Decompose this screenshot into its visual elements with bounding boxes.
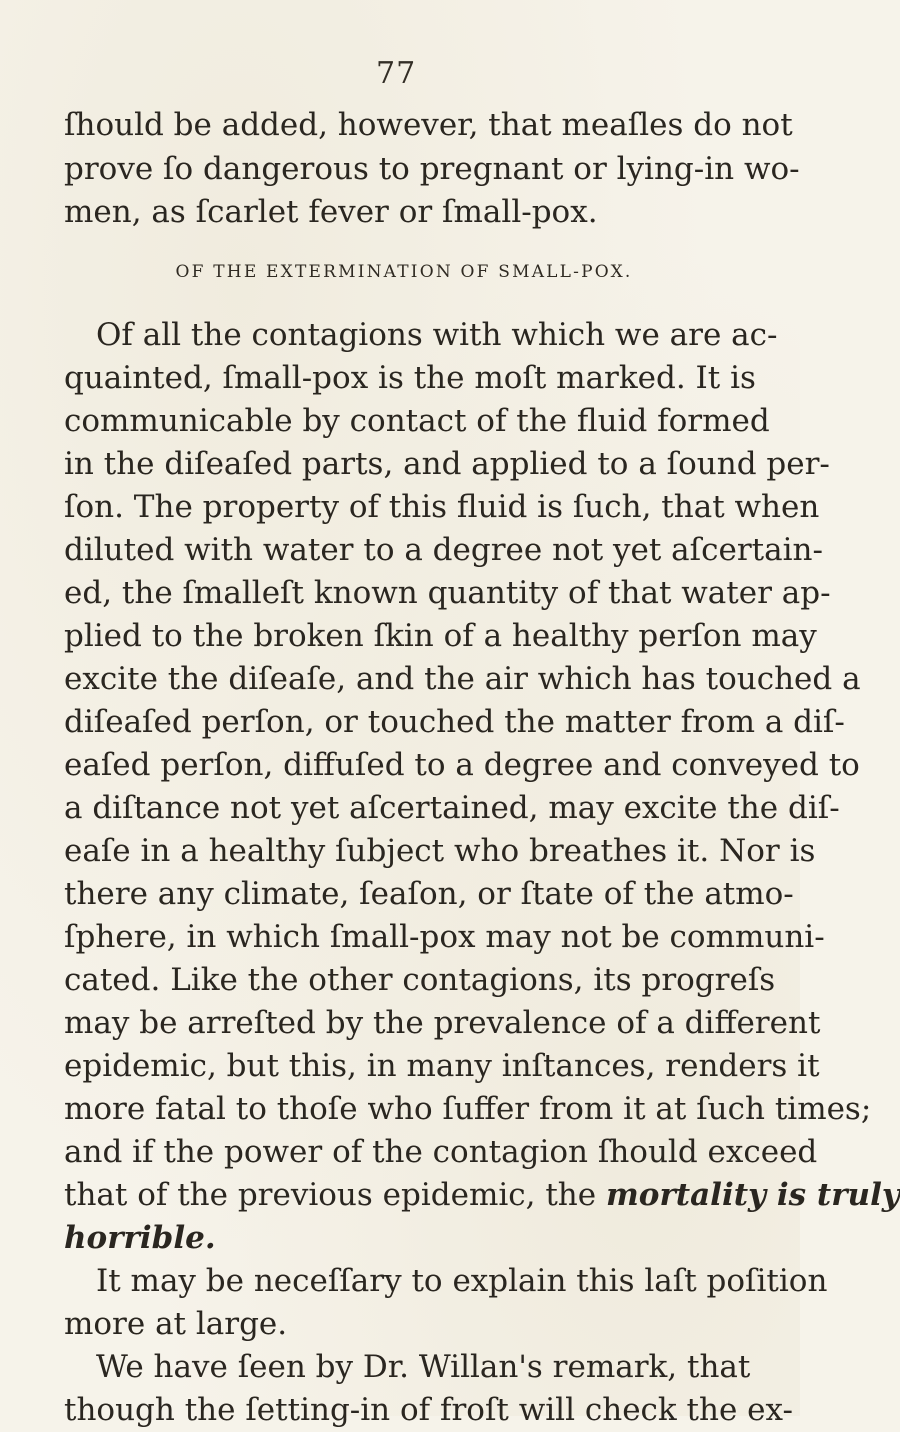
text-line-start: that of the previous epidemic, the bbox=[64, 1177, 597, 1213]
text-line: more at large. bbox=[64, 1306, 288, 1342]
text-line: ſon. The property of this fluid is ſuch, that when bbox=[64, 489, 820, 525]
text-line: men, as ſcarlet fever or ſmall-pox. bbox=[64, 194, 598, 230]
text-line: eaſed perſon, diffuſed to a degree and conveyed to bbox=[64, 747, 860, 783]
text-line-with-emphasis bbox=[64, 1216, 744, 1260]
text-line: Of all the contagions with which we are ac- bbox=[96, 317, 778, 353]
emphasized-text: mortality is truly bbox=[605, 1177, 900, 1213]
text-line: excite the diſeaſe, and the air which has touched a bbox=[64, 661, 861, 697]
text-line: epidemic, but this, in many inſtances, renders it bbox=[64, 1048, 820, 1084]
text-line: may be arreſted by the prevalence of a different bbox=[64, 1005, 821, 1041]
text-line: ſhould be added, however, that meaſles do not bbox=[64, 107, 793, 143]
text-line: We have ſeen by Dr. Willan's remark, that bbox=[96, 1349, 751, 1385]
text-line: there any climate, ſeaſon, or ſtate of the atmo- bbox=[64, 876, 794, 912]
text-line: prove ſo dangerous to pregnant or lying-in wo- bbox=[64, 151, 800, 187]
text-line: diſeaſed perſon, or touched the matter from a diſ- bbox=[64, 704, 845, 740]
text-line: ed, the ſmalleſt known quantity of that water ap- bbox=[64, 575, 831, 611]
text-line: more fatal to thoſe who ſuffer from it at ſuch times; bbox=[64, 1091, 872, 1127]
text-line: in the diſeaſed parts, and applied to a ſound per- bbox=[64, 446, 830, 482]
text-line: ſphere, in which ſmall-pox may not be communi- bbox=[64, 919, 825, 955]
text-line: and if the power of the contagion ſhould exceed bbox=[64, 1134, 818, 1170]
text-line: quainted, ſmall-pox is the moſt marked. It is bbox=[64, 360, 756, 396]
text-line: cated. Like the other contagions, its progreſs bbox=[64, 962, 776, 998]
text-line: though the ſetting-in of froſt will check the ex- bbox=[64, 1392, 793, 1428]
text-line: diluted with water to a degree not yet aſcertain- bbox=[64, 532, 823, 568]
text-line: a diſtance not yet aſcertained, may excite the diſ- bbox=[64, 790, 840, 826]
text-line: It may be neceſſary to explain this laſt poſition bbox=[96, 1263, 828, 1299]
page-number: 77 bbox=[376, 56, 417, 91]
text-line: communicable by contact of the fluid formed bbox=[64, 403, 770, 439]
text-line: eaſe in a healthy ſubject who breathes it. Nor is bbox=[64, 833, 816, 869]
section-heading: OF THE EXTERMINATION OF SMALL-POX. bbox=[175, 262, 633, 282]
emphasized-text: horrible. bbox=[64, 1220, 216, 1256]
text-line: plied to the broken ſkin of a healthy perſon may bbox=[64, 618, 817, 654]
text-line-with-emphasis bbox=[64, 1173, 900, 1217]
